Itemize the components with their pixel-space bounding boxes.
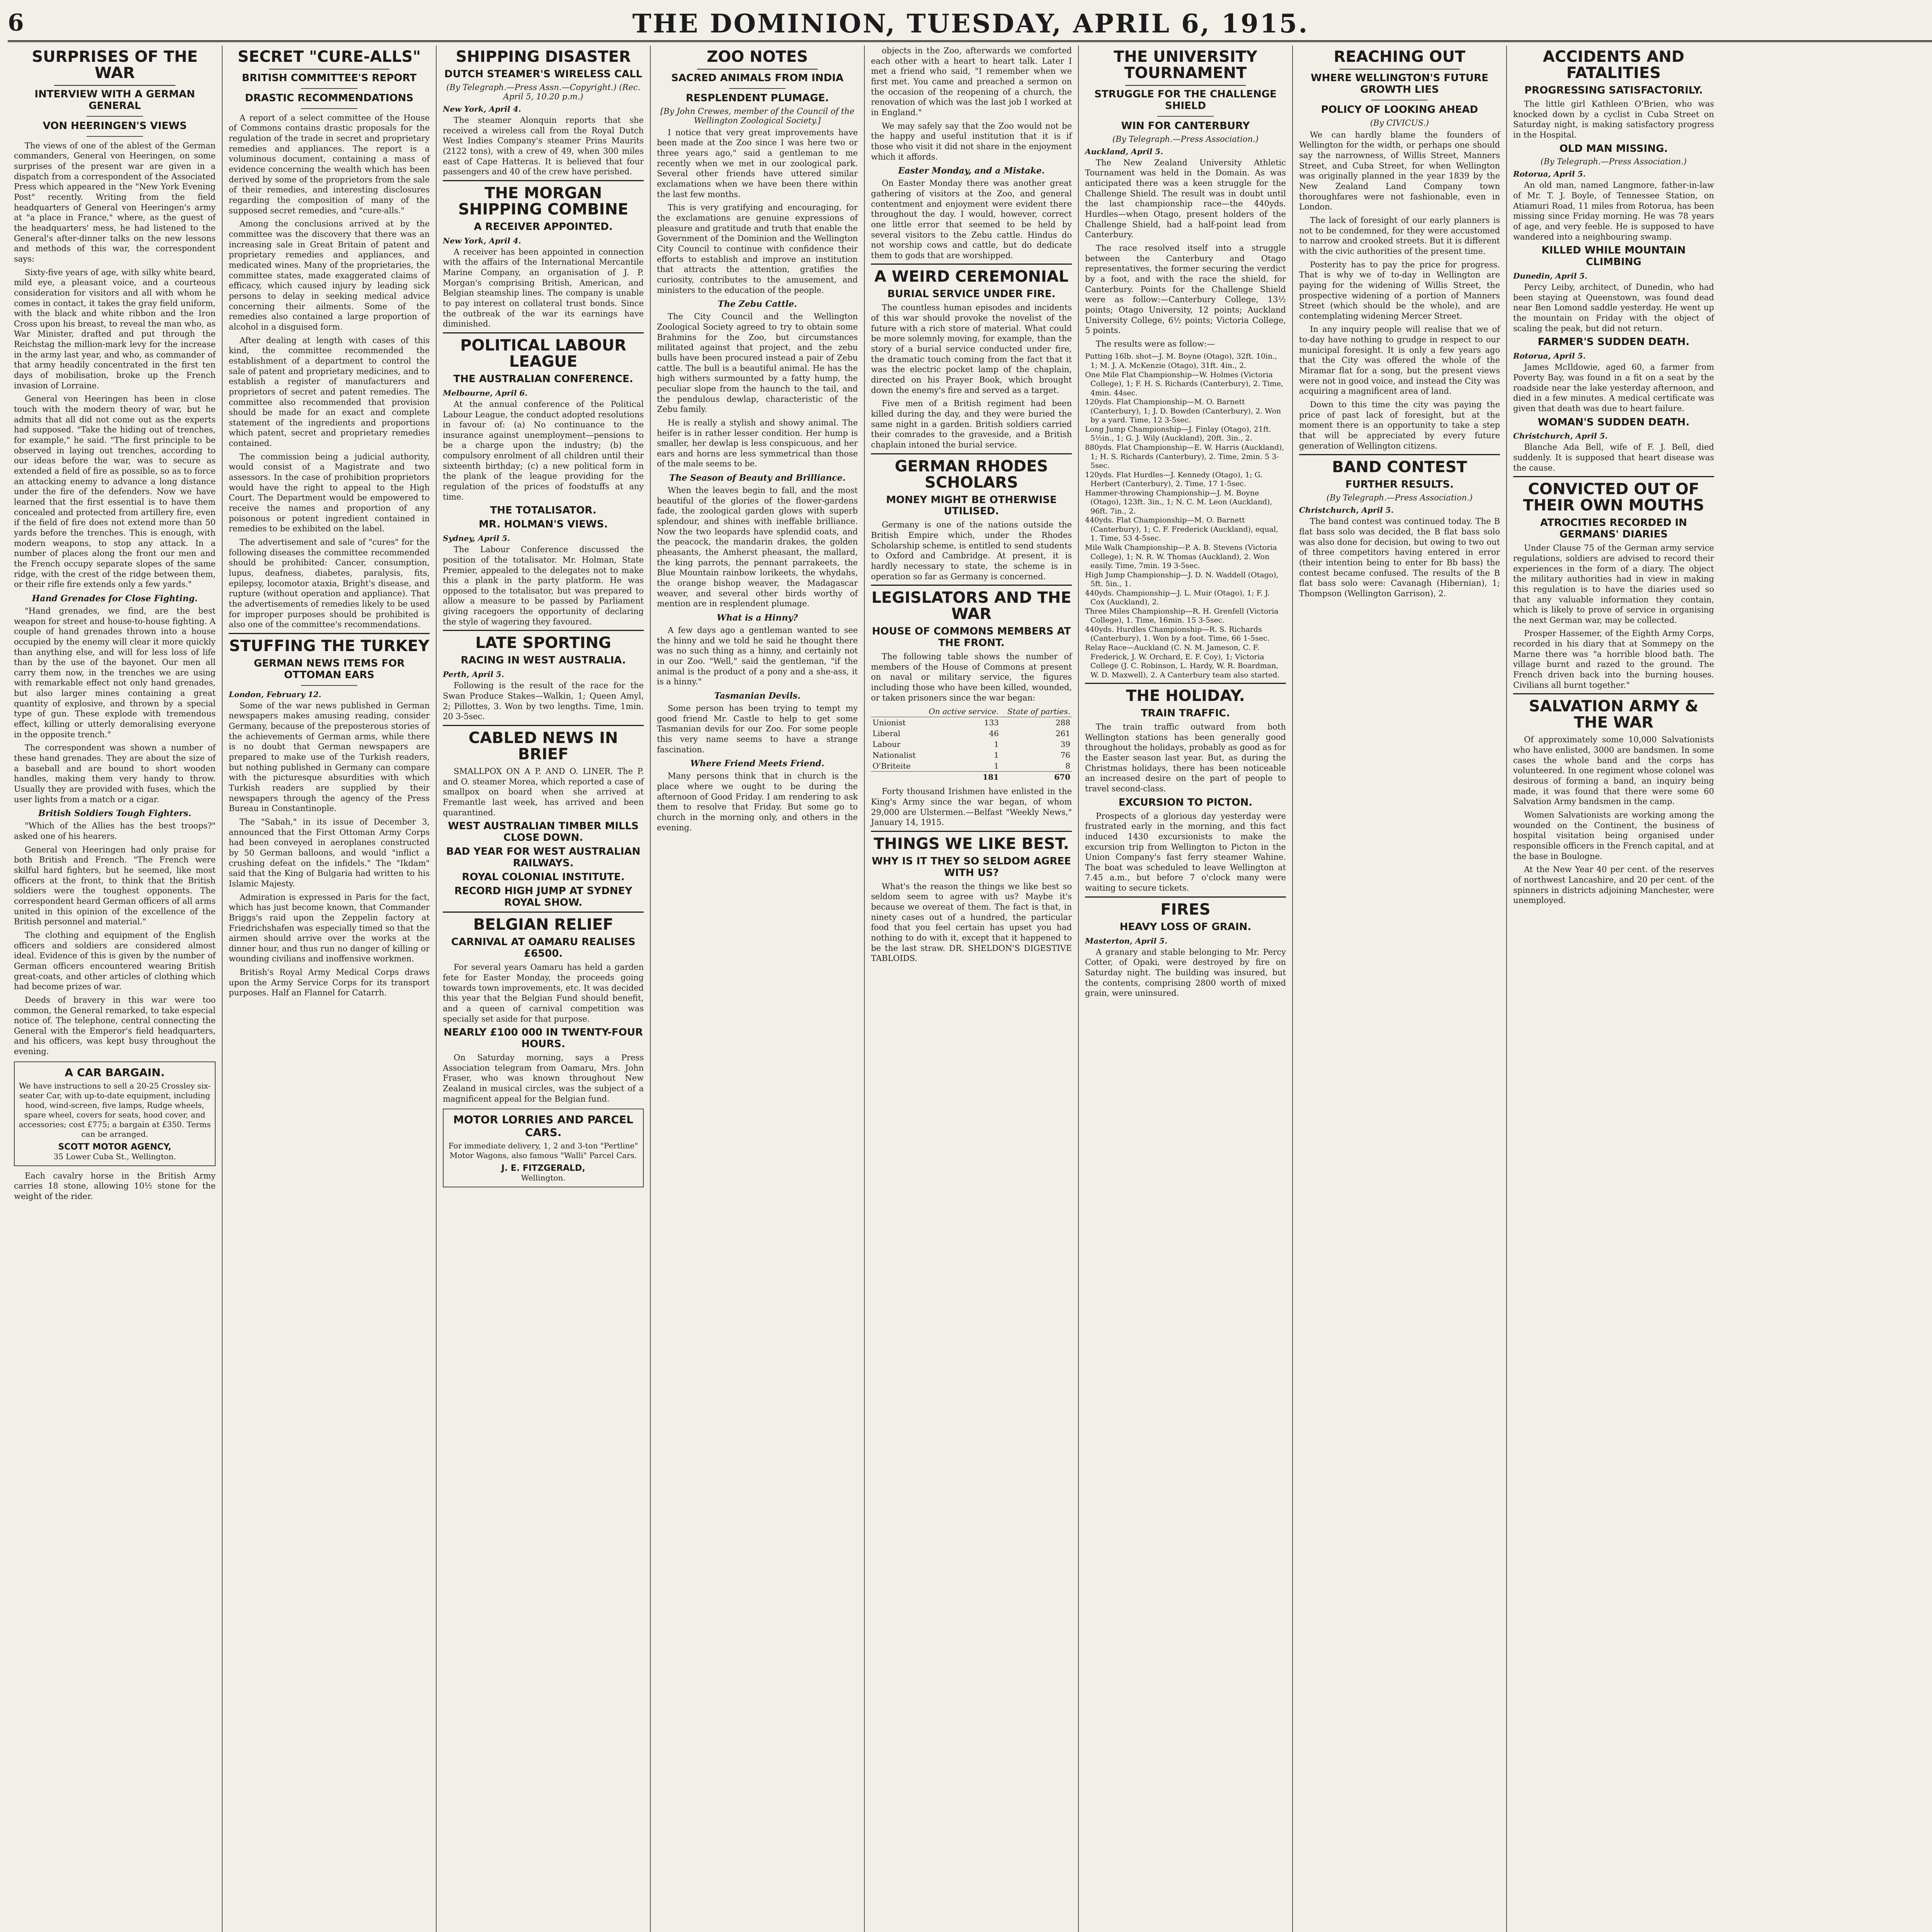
table-row [871,717,1072,728]
article-paragraph: "Which of the Allies has the best troops?" asked one of his hearers. [14,821,216,841]
article-paragraph: For several years Oamaru has held a garden fete for Easter Monday, the proceeds going towards town improvements, etc. It was decided this year that the Belgian Fund should benefit, and a queen of carnival competition was specially set aside for that purpose. [443,963,644,1024]
article-paragraph: Forty thousand Irishmen have enlisted in the King's Army since the war began, of whom 29,000 are Ulstermen.—Belfast "Weekly News," January 14, 1915. [871,787,1072,827]
article-paragraph: The City Council and the Wellington Zoological Society agreed to try to obtain some Brahmins for the Zoo, but circumstances militated against that project, and the zebu bulls have been procured instead a pair of Zebu cattle. The bull is a beautiful animal. He has the high withers surmounted by a fatty hump, the peculiar slope from the haunch to the tail, and the pendulous dewlap, characteristic of the Zebu family. [657,312,858,414]
subheading: THE TOTALISATOR. [490,505,597,517]
article-paragraph: Percy Leiby, architect, of Dunedin, who had been staying at Queenstown, was found dead near Ben Lomond saddle yesterday. He went up the mountain on Friday with the object of scaling the peak, but did not return. [1513,282,1714,333]
ad-heading: MOTOR LORRIES AND PARCEL CARS. [453,1113,633,1139]
subheading: STRUGGLE FOR THE CHALLENGE SHIELD [1094,88,1277,112]
list-item: 880yds. Flat Championship—E. W. Harris (Auckland), 1; H. S. Richards (Canterbury), 2. Time, 2min. 5 3-5sec. [1085,443,1284,470]
article-paragraph: A receiver has been appointed in connection with the affairs of the International Mercantile Marine Company, an organisation of J. P. Morgan's comprising British, American, and Belgian steamship lines. The company is unable to pay interest on collateral trust bonds. Since the outbreak of the war its earnings have diminished. [443,247,644,329]
article-paragraph: Women Salvationists are working among the wounded on the Continent, the business of hospital visitation being organised under responsible officers in the French capital, and at the base in Boulogne. [1513,810,1714,861]
headline-reaching-out: REACHING OUT [1333,48,1466,66]
divider [301,108,357,109]
divider [1125,85,1246,86]
article-paragraph: Each cavalry horse in the British Army carries 18 stone, allowing 10½ stone for the weight of the rider. [14,1171,216,1201]
article-paragraph: Germany is one of the nations outside the British Empire which, under the Rhodes Scholarship scheme, is entitled to send students to Oxford and Cambridge. At present, it is hardly necessary to state, the scheme is in operation so far as Germany is concerned. [871,520,1072,581]
list-item: Long Jump Championship—J. Finlay (Otago), 21ft. 5½in., 1; G. J. Wily (Auckland), 20ft. 3in., 2. [1085,425,1271,443]
subheading: WOMAN'S SUDDEN DEATH. [1537,416,1690,428]
subheading: THE AUSTRALIAN CONFERENCE. [453,373,633,385]
table-header: State of parties. [1000,706,1072,717]
table-row [871,728,1072,739]
section-heading: The Zebu Cattle. [718,299,797,310]
headline-shipping-disaster: SHIPPING DISASTER [456,48,631,66]
article-paragraph: Sixty-five years of age, with silky white beard, mild eye, a pleasant voice, and a courteous consideration for visitors and all with whom he comes in contact, it takes the gray field uniform, with the black and white ribbon and the Iron Cross upon his breast, to reveal the man who, as War Minister, drafted and put through the Reichstag the million-mark levy for the increase in the army last year, and who, as commander of that army headily concentrated in the first ten days of mobilisation, broke up the French invasion of Lorraine. [14,267,216,390]
section-heading: Where Friend Meets Friend. [690,759,825,769]
article-paragraph: I notice that very great improvements have been made at the Zoo since I was here two or three years ago," said a gentleman to me recently when we met in our zoological park. Several other friends have uttered similar exclamations when we have been there within the last few months. [657,128,858,199]
subheading: KILLED WHILE MOUNTAIN CLIMBING [1541,245,1686,268]
newspaper-title: THE DOMINION, TUESDAY, APRIL 6, 1915. [632,9,1309,39]
article-paragraph: Many persons think that in church is the place where we ought to be during the afternoon of Good Friday. I am rendering to ask them to resolve that Friday. But some go to church in the morning only, and others in the evening. [657,771,858,832]
subheading: NEARLY £100 000 IN TWENTY-FOUR HOURS. [444,1027,643,1050]
subheading: FARMER'S SUDDEN DEATH. [1537,336,1690,348]
section-heading: British Soldiers Tough Fighters. [38,808,192,819]
table-cell: Nationalist [872,750,916,760]
subheading: HEAVY LOSS OF GRAIN. [1119,921,1252,933]
article-paragraph: A granary and stable belonging to Mr. Percy Cotter, of Opaki, were destroyed by fire on Saturday night. The building was insured, but the contents, comprising 2800 worth of mixed grain, were uninsured. [1085,947,1286,998]
column-8 [1506,46,1720,1932]
headline-weird-ceremonial: A WEIRD CEREMONIAL [871,264,1072,285]
table-row [871,750,1072,760]
section-heading: What is a Hinny? [717,613,798,623]
ad-address: Wellington. [521,1173,566,1183]
list-item: 440yds. Hurdles Championship—R. S. Richards (Canterbury), 1. Won by a foot. Time, 66 1-5sec. [1085,625,1270,643]
subheading: MONEY MIGHT BE OTHERWISE UTILISED. [886,494,1057,517]
divider [301,88,357,89]
column-5 [864,46,1078,1932]
table-cell: Liberal [872,729,901,738]
list-item: Relay Race—Auckland (C. N. M. Jameson, C. F. Frederick, J. W. Orchard, E. F. Coy), 1; Victoria College (J. C. Robinson, L. Hardy, W. R. Boardman, W. D. Maxwell), 2. A Canterbury team also started. [1085,643,1280,679]
article-paragraph: On Easter Monday there was another great gathering of visitors at the Zoo, and general contentment and enjoyment were evident there throughout the day. I would, however, correct one little error that seemed to be held by several visitors to the Zebu cattle. Hindus do not worship cows and cattle, but do dedicate them to gods that are worshipped. [871,179,1072,260]
article-paragraph: The train traffic outward from both Wellington stations has been generally good throughout the holidays, probably as good as for the Easter season last year. But, as during the Christmas holidays, there has been noticeable an increased desire on the part of people to travel second-class. [1085,722,1286,793]
subheading: BRITISH COMMITTEE'S REPORT [242,72,417,84]
headline-legislators-and-the-war: LEGISLATORS AND THE WAR [871,585,1072,622]
dateline: Dunedin, April 5. [1513,271,1588,281]
article-paragraph: Deeds of bravery in this war were too common, the General remarked, to take especial notice of. The telephone, central connecting the General with the Emperor's field headquarters, and his officers, was kept busy throughout the evening. [14,995,216,1056]
article-paragraph: objects in the Zoo, afterwards we comforted each other with a heart to heart talk. Later I met a friend who said, "I remember when we first met. You came and preached a sermon on the occasion of the reopening of a church, the renovation of which was the last job I worked at in England." [871,46,1072,117]
subheading: WIN FOR CANTERBURY [1121,120,1250,132]
table-row [871,739,1072,750]
column-7 [1292,46,1506,1932]
article-paragraph: The New Zealand University Athletic Tournament was held in the Domain. As was anticipated there was a keen struggle for the Challenge Shield. The result was in doubt until the last championship race—the 440yds. Hurdles—when Otago, present holders of the Challenge Shield, had a half-point lead from Canterbury. [1085,158,1286,240]
list-item: Putting 16lb. shot—J. M. Boyne (Otago), 32ft. 10in., 1; M. J. A. McKenzie (Otago), 31ft. 4in., 2. [1085,352,1277,370]
article-paragraph: The views of one of the ablest of the German commanders, General von Heeringen, on some surprises of the present war are given in a dispatch from a correspondent of the Associated Press which appeared in the "New York Evening Post" recently. Writing from the field headquarters of General von Heeringen's army at "a place in France," where, as the guest of the headquarters' mess, he had listened to the General's after-dinner talks on the new lessons and methods of this war, the correspondent says: [14,141,216,264]
subheading: TRAIN TRAFFIC. [1141,707,1230,719]
subheading: ATROCITIES RECORDED IN GERMANS' DIARIES [1540,517,1687,541]
article-paragraph: The results were as follow:— [1096,339,1215,349]
dateline: Masterton, April 5. [1085,936,1167,946]
table-cell: 46 [989,729,999,738]
table-header-row [871,706,1072,717]
subheading: EXCURSION TO PICTON. [1118,796,1253,808]
article-paragraph: The commission being a judicial authority, would consist of a Magistrate and two assessors. In the case of prohibition proprietors would have the right to appeal to the High Court. The Department would be empowered to receive the names and proportion of any poisonous or potent ingredient contained in remedies to be exhibited on the label. [229,452,430,534]
members-service-table [871,706,1072,782]
headline-university-tournament: THE UNIVERSITY TOURNAMENT [1114,48,1257,82]
subheading: WEST AUSTRALIAN TIMBER MILLS CLOSE DOWN. [448,820,639,844]
divider [729,88,786,89]
table-cell: 181 [921,772,1000,783]
ad-firm: SCOTT MOTOR AGENCY, [58,1142,172,1152]
article-paragraph: The steamer Alonquin reports that she received a wireless call from the Royal Dutch West Indies Company's steamer Prins Maurits (2122 tons), with a crew of 49, when 300 miles east of Cape Hatteras. It is believed that four passengers and 40 of the crew have perished. [443,115,644,177]
list-item: 440yds. Flat Championship—M. O. Barnett (Canterbury), 1; C. F. Frederick (Auckland), equal, 1. Time, 53 4-5sec. [1085,516,1279,543]
headline-cabled-news: CABLED NEWS IN BRIEF [443,725,644,762]
dateline: Auckland, April 5. [1085,146,1163,156]
page-number: 6 [8,9,24,36]
article-paragraph: British's Royal Army Medical Corps draws upon the Army Service Corps for its transport purposes. Half an Flannel for Catarrh. [229,968,430,998]
article-paragraph: At the New Year 40 per cent. of the reserves of northwest Lancashire, and 20 per cent. of the spinners in districts adjoining Manchester, were unemployed. [1513,865,1714,905]
dateline: Sydney, April 5. [443,534,510,543]
table-header [871,706,921,717]
divider [54,85,175,86]
list-item: Hammer-throwing Championship—J. M. Boyne (Otago), 123ft. 3in., 1; N. C. M. Leon (Auckland), 96ft. 7in., 2. [1085,488,1272,515]
subheading: BAD YEAR FOR WEST AUSTRALIAN RAILWAYS. [446,846,641,869]
list-item: 120yds. Flat Hurdles—J. Kennedy (Otago), 1; G. Herbert (Canterbury), 2. Time, 17 1-5sec. [1085,470,1263,488]
headline-surprises-of-the-war: SURPRISES OF THE WAR [32,48,198,82]
subheading: POLICY OF LOOKING AHEAD [1321,104,1478,116]
byline: (By Telegraph.—Press Association.) [1112,134,1259,144]
divider [87,136,143,137]
article-paragraph: A few days ago a gentleman wanted to see the hinny and we told he said he thought there was no such thing as a hinny, and certainly not in our Zoo. "Well," said the gentleman, "if the animal is the product of a pony and a she-ass, it is a hinny." [657,626,858,687]
list-item: 440yds. Championship—J. L. Muir (Otago), 1; F. J. Cox (Auckland), 2. [1085,588,1270,607]
article-paragraph: Admiration is expressed in Paris for the fact, which has just become known, that Commander Briggs's raid upon the Zeppelin factory at Friedrichshafen was especially timed so that the airmen should arrive over the works at the dinner hour, and thus run no danger of killing or wounding civilians and inoffensive workmen. [229,892,430,964]
headline-fires: FIRES [1085,896,1286,918]
article-paragraph: What's the reason the things we like best so seldom seem to agree with us? Maybe it's because we overeat of them. The fact is that, in ninety cases out of a hundred, the particular food that you feel certain has upset you had nothing to do with it, except that it happened to be the last straw. DR. SHELDON'S DIGESTIVE TABLOIDS. [871,881,1072,963]
divider [87,116,143,117]
table-cell: Unionist [872,718,906,728]
headline-morgan-shipping: THE MORGAN SHIPPING COMBINE [443,180,644,218]
article-paragraph: General von Heeringen had only praise for both British and French. "The French were skilful hard fighters, but he seemed, like most officers at the front, to think that the British soldiers were the toughest opponents. The correspondent heard German officers of all arms united in this opinion of the excellence of the British personnel and material." [14,845,216,927]
column-4 [650,46,864,1932]
results-list [1085,352,1286,680]
table-cell: 261 [1055,729,1070,738]
divider [301,685,357,686]
column-6 [1078,46,1292,1932]
list-item: Three Miles Championship—R. H. Grenfell (Victoria College), 1. Time, 16min. 15 3-5sec. [1085,607,1279,625]
headline-late-sporting: LATE SPORTING [443,630,644,651]
article-paragraph: The correspondent was shown a number of these hand grenades. They are about the size of a baseball and are bound to short wooden handles, making them very handy to throw. Usually they are provided with fuses, which the user lights from a match or a cigar. [14,743,216,804]
headline-belgian-relief: BELGIAN RELIEF [443,912,644,933]
table-cell: 1 [994,761,999,771]
table-row [871,760,1072,772]
article-paragraph: Down to this time the city was paying the price of past lack of foresight, but at the moment there is an opportunity to take a step that will be appreciated by every future generation of Wellington citizens. [1299,400,1500,451]
article-paragraph: Some of the war news published in German newspapers makes amusing reading, consider Germany, because of the preposterous stories of the achievements of German arms, while there is no doubt that German newspapers are prepared to make use of the Turkish readers, but nothing published in Germany can compare with the picturesque absurdities with which Turkish readers are supplied by their newspapers through the agency of the Press Bureau in Constantinople. [229,701,430,813]
article-paragraph: The Labour Conference discussed the position of the totalisator. Mr. Holman, State Premier, appealed to the delegates not to make this a plank in the party platform. He was opposed to the totalisator, but was prepared to allow a measure to be passed by Parliament giving racegoers the opportunity of declaring the style of wagering they favoured. [443,545,644,626]
headline-secret-cure-alls: SECRET "CURE-ALLS" [238,48,421,66]
article-paragraph: He is really a stylish and showy animal. The heifer is in rather lesser condition. Her hump is smaller, her dewlap is less conspicuous, and her ears and horns are less symmetrical than those of the male seems to be. [657,418,858,469]
table-cell: 76 [1060,750,1070,760]
table-total-row [871,772,1072,783]
subheading: DRASTIC RECOMMENDATIONS [245,92,413,104]
article-paragraph: Prosper Hassemer, of the Eighth Army Corps, recorded in his diary that at Sommepy on the Marne there was "a horrible blood bath. The village burnt and razed to the ground. The French driven back into the burning houses. Civilians all burnt together." [1513,629,1714,690]
article-paragraph: The countless human episodes and incidents of this war should provoke the novelist of the future with a rich store of material. What could be more solemnly moving, for example, than the story of a burial service conducted under fire, the dramatic touch coming from the fact that it was the electric pocket lamp of the chaplain, directed on his Prayer Book, which brought down the enemy's fire and served as a target. [871,303,1072,395]
subheading: ROYAL COLONIAL INSTITUTE. [462,871,625,883]
column-1 [8,46,222,1932]
article-paragraph: James McIldowie, aged 60, a farmer from Poverty Bay, was found in a fit on a seat by the roadside near the lake yesterday afternoon, and died in a few minutes. A medical certificate was given that death was due to heart failure. [1513,362,1714,413]
article-paragraph: SMALLPOX ON A P. AND O. LINER. The P. and O. steamer Morea, which reported a case of smallpox on board when she arrived at Fremantle last week, has arrived and been quarantined. [443,766,644,817]
article-paragraph: This is very gratifying and encouraging, for the exclamations are genuine expressions of pleasure and gratitude and truth that enable the Government of the Dominion and the Wellington City Council to continue with confidence their efforts to establish and improve an institution that attracts the attention, gratifies the curiosity, contributes to the amusement, and ministers to the education of the people. [657,203,858,295]
section-heading: Tasmanian Devils. [714,690,801,701]
subheading: RESPLENDENT PLUMAGE. [685,92,829,104]
article-paragraph: When the leaves begin to fall, and the most beautiful of the glories of the flower-gardens fade, the zoological garden glows with superb splendour, and shines with ineffable brilliance. Now the two leopards have splendid coats, and the peacock, the mandarin drakes, the golden pheasants, the Amherst pheasant, the mallard, the king parrots, the pennant parrakeets, the Blue Mountain rainbow lorikeets, the whydahs, the orange bishop weaver, the Madagascar weaver, and several other birds worthy of mention are in resplendent plumage. [657,486,858,609]
byline: (By Telegraph.—Press Association.) [1540,157,1687,167]
masthead [8,7,1932,42]
subheading: RECORD HIGH JUMP AT SYDNEY ROYAL SHOW. [454,885,633,908]
table-cell [871,772,921,783]
subheading: HOUSE OF COMMONS MEMBERS AT THE FRONT. [872,626,1071,649]
article-paragraph: An old man, named Langmore, father-in-law of Mr. T. J. Boyle, of Tennessee Station, on Atiamuri Road, 11 miles from Rotorua, has been missing since Friday morning. He was 78 years of age, and very feeble. He is supposed to have wandered into a neighbouring swamp. [1513,180,1714,242]
table-cell: 1 [994,750,999,760]
dateline: Perth, April 5. [443,670,504,679]
dateline: New York, April 4. [443,236,521,245]
article-paragraph: The advertisement and sale of "cures" for the following diseases the committee recommended should be prohibited: Cancer, consumption, lupus, deafness, diabetes, paralysis, fits, epilepsy, locomotor ataxia, Bright's disease, and rupture (without operation and appliance). That the advertisements of remedies likely to be used for improper purposes should be prohibited is also one of the committee's recommendations. [229,537,430,629]
byline: [By John Crewes, member of the Council of the Wellington Zoological Society.] [660,106,855,125]
subheading: FURTHER RESULTS. [1345,479,1454,491]
byline: (By CIVICUS.) [1370,118,1429,128]
article-paragraph: Some person has been trying to tempt my good friend Mr. Castle to help to get some Tasmanian devils for our Zoo. For some people this very name seems to have a strange fascination. [657,703,858,754]
article-paragraph: Posterity has to pay the price for progress. That is why we of to-day in Wellington are paying for the widening of Willis Street, the prospective widening of a portion of Manners Street (which should be the whole), and are contemplating widening Mercer Street. [1299,260,1500,321]
dateline: Christchurch, April 5. [1299,505,1394,515]
headline-zoo-notes: ZOO NOTES [707,48,808,66]
news-columns [8,46,1932,1932]
dateline: Rotorua, April 5. [1513,169,1586,179]
headline-german-rhodes-scholars: GERMAN RHODES SCHOLARS [871,453,1072,491]
article-paragraph: Following is the result of the race for the Swan Produce Stakes—Walkin, 1; Queen Amyl, 2; Pillottes, 3. Won by two lengths. Time, 1min. 20 3-5sec. [443,681,644,721]
ad-firm: J. E. FITZGERALD, [501,1163,585,1173]
article-paragraph: General von Heeringen has been in close touch with the modern theory of war, but he admits that all did not come out as the experts had supposed. "Take the hiding out of trenches, for example," he said. "The first principle to be observed in laying out trenches, according to our ideas before the war, was to secure as extended a field of fire as possible, so as to force an attacking enemy to advance a long distance under the fire of the defenders. Now we have learned that the first essential is to have them concealed and protected from artillery fire, even if the field of fire does not extend more than 50 yards before the trenches. This is enough, with modern weapons, to stop any attack. In a number of places along the front our men and the French occupy separate slopes of the same ridge, with the crest of the ridge between them, or their rifle fire extends only a few yards." [14,394,216,589]
article-paragraph: Five men of a British regiment had been killed during the day, and they were buried the same night in a garden. British soldiers carried their comrades to the graveside, and a British chaplain intoned the burial service. [871,399,1072,449]
column-2 [222,46,436,1932]
article-paragraph: Of approximately some 10,000 Salvationists who have enlisted, 3000 are bandsmen. In some cases the whole band and the corps has volunteered. In one regiment whose colonel was desirous of forming a band, an inquiry being made, it was found that there were some 60 Salvation Army bandsmen in the camp. [1513,735,1714,806]
table-cell: 133 [984,718,999,728]
dateline: London, February 12. [229,689,321,699]
headline-salvation-army: SALVATION ARMY & THE WAR [1513,693,1714,731]
article-paragraph: The clothing and equipment of the English officers and soldiers are considered almost ideal. Evidence of this is given by the number of German officers encountered wearing British great-coats, and other articles of clothing which had become prizes of war. [14,930,216,992]
table-cell: 670 [1000,772,1072,783]
section-heading: The Season of Beauty and Brilliance. [669,473,846,483]
article-paragraph: Prospects of a glorious day yesterday were frustrated early in the morning, and this fact induced 1430 excursionists to make the excursion trip from Wellington to Picton in the Union Company's fast ferry steamer Wahine. The boat was scheduled to leave Wellington at 7.45 a.m., but before 7 o'clock many were waiting to secure tickets. [1085,811,1286,893]
byline: (By Telegraph.—Press Assn.—Copyright.) (Rec. April 5, 10.20 p.m.) [446,82,641,101]
table-cell: Labour [872,740,901,749]
subheading: DUTCH STEAMER'S WIRELESS CALL [444,68,643,80]
table-cell: 1 [994,740,999,749]
subheading: INTERVIEW WITH A GERMAN GENERAL [34,88,195,112]
subheading: MR. HOLMAN'S VIEWS. [478,519,608,531]
table-cell: 39 [1060,740,1070,749]
ad-text: We have instructions to sell a 20-25 Crossley six-seater Car, with up-to-date equipment, including hood, wind-screen, five lamps, Rudge wheels, spare wheel, covers for seats, hood cover, and accessories; cost £775; a bargain at £350. Terms can be arranged. [19,1081,211,1139]
subheading: GERMAN NEWS ITEMS FOR OTTOMAN EARS [253,657,405,681]
dateline: Rotorua, April 5. [1513,351,1586,361]
list-item: One Mile Flat Championship—W. Holmes (Victoria College), 1; F. H. S. Richards (Canterbury), 2. Time, 4min. 44sec. [1085,370,1284,397]
list-item: 120yds. Flat Championship—M. O. Barnett (Canterbury), 1; J. D. Bowden (Canterbury), 2. Won by a yard. Time, 12 3-5sec. [1085,398,1281,425]
article-paragraph: At the annual conference of the Political Labour League, the conduct adopted resolutions in favour of: (a) No continuance to the insurance against unemployment—pensions to be a charge upon the industry; (b) the compulsory enrolment of all children until their sixteenth birthday; (c) a new political form in the plank of the league providing for the regulation of the prices of foodstuffs at any time. [443,399,644,502]
article-paragraph: On Saturday morning, says a Press Association telegram from Oamaru, Mrs. John Fraser, who was known throughout New Zealand in musical circles, was the subject of a magnificent appeal for the Belgian fund. [443,1053,644,1104]
subheading: A RECEIVER APPOINTED. [474,221,613,233]
subheading: VON HEERINGEN'S VIEWS [43,120,187,132]
article-paragraph: We may safely say that the Zoo would not be the happy and useful institution that it is if those who visit it did not share in the enjoyment which it affords. [871,121,1072,162]
subheading: OLD MAN MISSING. [1559,143,1668,155]
article-paragraph: Among the conclusions arrived at by the committee was the discovery that there was an increasing sale in Great Britain of patent and proprietary remedies and appliances, and medicated wines. Many of the proprietaries, the committee states, made exaggerated claims of efficacy, which caused injury by leading sick persons to delay in seeking medical advice concerning their ailments. Some of the remedies also contained a large proportion of alcohol in a disguised form. [229,219,430,332]
ad-heading: A CAR BARGAIN. [65,1066,165,1079]
subheading: CARNIVAL AT OAMARU REALISES £6500. [451,936,636,960]
section-heading: Hand Grenades for Close Fighting. [32,593,198,604]
headline-convicted-out-of-their-own-mouths: CONVICTED OUT OF THEIR OWN MOUTHS [1513,476,1714,514]
article-paragraph: The band contest was continued today. The B flat bass solo was decided, the B flat bass solo was also done for decision, but owing to two out of three competitors having entered in error (their intention being to enter for Bb bass) the contest became confused. The results of the B flat bass solo were: Cavanagh (Hibernian), 1; Thompson (Wellington Garrison), 2. [1299,517,1500,598]
article-paragraph: The lack of foresight of our early planners is not to be condemned, for they were accustomed to narrow and crooked streets. But it is different with the civic authorities of the present time. [1299,215,1500,256]
dateline: Christchurch, April 5. [1513,431,1608,441]
article-paragraph: The following table shows the number of members of the House of Commons at present on naval or military service, the figures including those who have been killed, wounded, or taken prisoners since the war began: [871,652,1072,702]
divider [1339,69,1460,70]
column-3 [436,46,650,1932]
headline-band-contest: BAND CONTEST [1299,454,1500,475]
subheading: BURIAL SERVICE UNDER FIRE. [887,288,1056,300]
divider [1157,116,1214,117]
table-cell: 288 [1055,718,1070,728]
article-paragraph: In any inquiry people will realise that we of to-day have nothing to grudge in respect to our municipal foresight. It is only a few years ago that the City was offered the whole of the Miramar flat for a song, but the present views were not in good voice, and instead the City was acquiring a magnificent area of land. [1299,325,1500,396]
article-paragraph: After dealing at length with cases of this kind, the committee recommended the establishment of a department to control the sale of patent and proprietary medicines, and to establish a register of manufacturers and proprietors of secret and patent remedies. The committee also recommended that provision should be made for an exact and complete statement of the ingredients and proportions which patent, secret and proprietary remedies contained. [229,335,430,448]
article-paragraph: "Hand grenades, we find, are the best weapon for street and house-to-house fighting. A couple of hand grenades thrown into a house occupied by the enemy will clear it more quickly than anything else, and will for less loss of life than by the use of the bayonet. Our men all carry them now, in the trenches we are using with remarkable effect not only hand grenades, but also larger mines containing a great quantity of explosive, and thrown by a special type of gun. These explode with tremendous effect, killing or utterly demoralising everyone in the opposite trench." [14,606,216,739]
article-paragraph: We can hardly blame the founders of Wellington for the width, or perhaps one should say the narrowness, of Willis Street, Manners Street, and Cuba Street, for when Wellington was originally planned in the year 1839 by the New Zealand Land Company town thoroughfares were not fashionable, even in London. [1299,130,1500,212]
list-item: High Jump Championship—J. D. N. Waddell (Otago), 5ft. 5in., 1. [1085,570,1279,588]
article-paragraph: The race resolved itself into a struggle between the Canterbury and Otago representatives, the former securing the verdict by a foot, and with the race the shield, for Canterbury. Points for the Challenge Shield were as follow:—Canterbury College, 13½ points; Otago University, 12 points; Auckland University College, 6½ points; Victoria College, 5 points. [1085,243,1286,335]
dateline: New York, April 4. [443,104,521,114]
subheading: SACRED ANIMALS FROM INDIA [671,72,844,84]
article-paragraph: A report of a select committee of the House of Commons contains drastic proposals for the regulation of the trade in secret and proprietary remedies and appliances. The report is a voluminous document, containing a mass of evidence concerning the wealth which has been derived by some of the proprietors from the sale of their remedies, and interesting disclosures regarding the composition of many of the supposed secret remedies, and "cure-alls." [229,113,430,215]
headline-stuffing-the-turkey: STUFFING THE TURKEY [229,633,430,654]
byline: (By Telegraph.—Press Association.) [1326,493,1473,503]
subheading: WHY IS IT THEY SO SELDOM AGREE WITH US? [872,855,1071,879]
headline-things-we-like-best: THINGS WE LIKE BEST. [871,831,1072,852]
table-header: On active service. [921,706,1000,717]
ad-address: 35 Lower Cuba St., Wellington. [53,1151,176,1161]
article-paragraph: The "Sabah," in its issue of December 3, announced that the First Ottoman Army Corps had been conveyed in aeroplanes constructed by 50 German balloons, and would "inflict a crushing defeat on the infidels." The "Ikdam" said that the King of Bulgaria had written to his Islamic Majesty. [229,817,430,888]
list-item: Mile Walk Championship—P. A. B. Stevens (Victoria College), 1; N. R. W. Thomas (Auckland), 2. Won easily. Time, 7min. 19 3-5sec. [1085,543,1277,570]
table-cell: 8 [1065,761,1070,771]
subheading: RACING IN WEST AUSTRALIA. [461,655,626,667]
article-paragraph: The little girl Kathleen O'Brien, who was knocked down by a cyclist in Cuba Street on Saturday night, is making satisfactory progress in the Hospital. [1513,99,1714,139]
article-paragraph: Under Clause 75 of the German army service regulations, soldiers are advised to record their experiences in the form of a diary. The object the military authorities had in view in making this regulation is to have the diaries used so that any valuable information they contain, which is likely to prove of service in organising the next German war, may be collected. [1513,543,1714,625]
table-cell: O'Briteite [872,761,911,771]
subheading: WHERE WELLINGTON'S FUTURE GROWTH LIES [1311,72,1488,95]
article-paragraph: Blanche Ada Bell, wife of F. J. Bell, died suddenly. It is supposed that heart disease was the cause. [1513,442,1714,473]
advertisement-motor-lorries [443,1109,644,1187]
advertisement-car-bargain [14,1061,216,1166]
section-heading: Easter Monday, and a Mistake. [898,166,1045,176]
headline-political-labour-league: POLITICAL LABOUR LEAGUE [443,332,644,370]
ad-text: For immediate delivery, 1, 2 and 3-ton "Pertline" Motor Wagons, also famous "Walli" Parcel Cars. [448,1141,638,1160]
headline-accidents-and-fatalities: ACCIDENTS AND FATALITIES [1543,48,1685,82]
divider [697,69,818,70]
headline-the-holiday: THE HOLIDAY. [1085,683,1286,704]
subheading: PROGRESSING SATISFACTORILY. [1524,85,1703,96]
divider [269,69,389,70]
dateline: Melbourne, April 6. [443,388,528,398]
